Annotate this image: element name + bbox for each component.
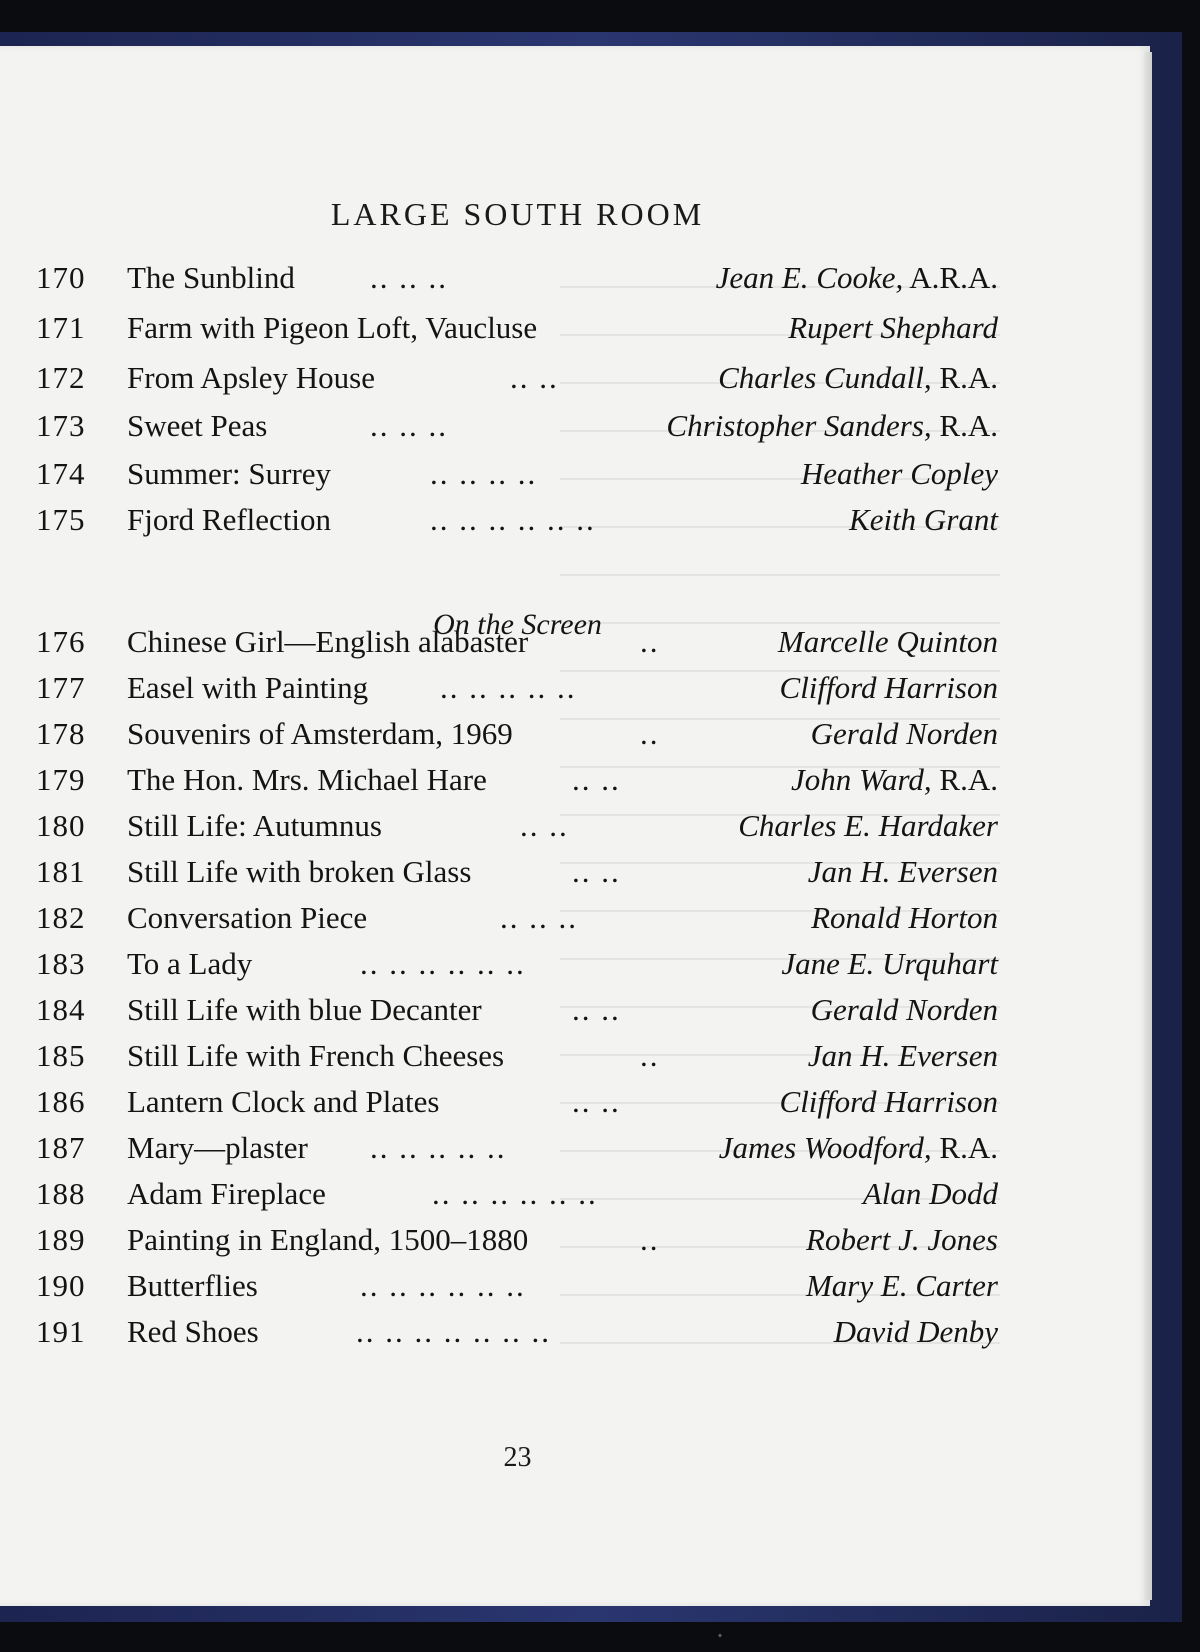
- catalogue-entry: [0, 260, 1000, 300]
- entry-number: 174: [36, 456, 86, 491]
- artist-name: Rupert Shephard: [788, 310, 998, 345]
- entry-artist: [806, 1222, 998, 1258]
- dot-leader: .. ..: [572, 762, 621, 797]
- entry-title: Fjord Reflection: [127, 502, 332, 537]
- entry-title: Conversation Piece: [127, 900, 368, 935]
- entry-number: 186: [36, 1084, 86, 1119]
- entry-number: 176: [36, 624, 86, 659]
- page-heading: LARGE SOUTH ROOM: [330, 196, 705, 232]
- artist-name: Clifford Harrison: [779, 1084, 998, 1119]
- entry-artist: [849, 502, 998, 538]
- catalogue-entry: [0, 502, 1000, 542]
- dot-leader: .. .. ..: [500, 900, 578, 935]
- catalogue-entry: [0, 808, 1000, 848]
- artist-honour: A.R.A.: [909, 260, 998, 295]
- artist-honour: R.A.: [939, 408, 998, 443]
- entry-title: Red Shoes: [127, 1314, 259, 1349]
- catalogue-entry: [0, 900, 1000, 940]
- catalogue-entry: [0, 762, 1000, 802]
- entry-title: Souvenirs of Amsterdam, 1969: [127, 716, 513, 751]
- artist-name: Charles Cundall,: [718, 360, 932, 395]
- catalogue-entry: [0, 1130, 1000, 1170]
- entry-title: Still Life with broken Glass: [127, 854, 472, 889]
- entry-artist: [811, 992, 998, 1028]
- entry-title: The Sunblind: [127, 260, 295, 295]
- entry-title: Mary—plaster: [127, 1130, 308, 1165]
- dot-leader: .. ..: [520, 808, 569, 843]
- dot-leader: .. .. .. .. .. ..: [430, 502, 596, 537]
- entry-artist: [808, 1038, 998, 1074]
- entry-artist: [738, 808, 998, 844]
- entry-title: To a Lady: [127, 946, 253, 981]
- entry-number: 191: [36, 1314, 86, 1349]
- artist-name: Marcelle Quinton: [777, 624, 998, 659]
- entry-title: Easel with Painting: [127, 670, 369, 705]
- dot-leader: .. .. .. .. ..: [440, 670, 577, 705]
- catalogue-entry: [0, 1038, 1000, 1078]
- artist-name: James Woodford,: [718, 1130, 932, 1165]
- dot-leader: .. .. .. ..: [430, 456, 538, 491]
- artist-name: Mary E. Carter: [805, 1268, 998, 1303]
- dot-leader: .. .. .. .. .. .. ..: [356, 1314, 551, 1349]
- entry-title: Painting in England, 1500–1880: [127, 1222, 529, 1257]
- dot-leader: .. .. ..: [370, 260, 448, 295]
- artist-name: Ronald Horton: [811, 900, 998, 935]
- section-subheading: On the Screen: [433, 608, 602, 641]
- entry-artist: [716, 260, 998, 296]
- entry-artist: [778, 624, 998, 660]
- entry-title: Summer: Surrey: [127, 456, 332, 491]
- artist-name: Gerald Norden: [810, 992, 998, 1027]
- entry-artist: [811, 900, 998, 936]
- entry-artist: [780, 670, 998, 706]
- entry-title: From Apsley House: [127, 360, 375, 395]
- entry-artist: [718, 360, 998, 396]
- catalogue-entry: [0, 992, 1000, 1032]
- entry-number: 175: [36, 502, 86, 537]
- dot-leader: .. .. .. .. ..: [370, 1130, 507, 1165]
- page: [0, 46, 1150, 1606]
- entry-artist: [791, 762, 998, 798]
- artist-name: Heather Copley: [800, 456, 998, 491]
- catalogue-entry: [0, 456, 1000, 496]
- catalogue-entry: [0, 854, 1000, 894]
- entry-number: 188: [36, 1176, 86, 1211]
- catalogue-entry: [0, 1314, 1000, 1354]
- artist-name: Jan H. Eversen: [807, 1038, 998, 1073]
- artist-name: Jean E. Cooke,: [715, 260, 904, 295]
- dot-leader: .. ..: [572, 854, 621, 889]
- entry-title: Still Life with blue Decanter: [127, 992, 482, 1027]
- entry-artist: [808, 854, 998, 890]
- dot-leader: ..: [640, 1038, 660, 1073]
- entry-artist: [781, 946, 998, 982]
- entry-number: 170: [36, 260, 86, 295]
- entry-artist: [780, 1084, 998, 1120]
- artist-name: Christopher Sanders,: [666, 408, 932, 443]
- entry-title: Butterflies: [127, 1268, 258, 1303]
- entry-number: 185: [36, 1038, 86, 1073]
- dot-leader: .. ..: [572, 1084, 621, 1119]
- dot-leader: ..: [640, 1222, 660, 1257]
- dot-leader: .. ..: [510, 360, 559, 395]
- entry-number: 171: [36, 310, 86, 345]
- entry-artist: [863, 1176, 998, 1212]
- artist-honour: R.A.: [939, 1130, 998, 1165]
- catalogue-entry: [0, 716, 1000, 756]
- page-edge: [1144, 52, 1152, 1600]
- entry-title: Still Life: Autumnus: [127, 808, 382, 843]
- artist-name: Alan Dodd: [862, 1176, 998, 1211]
- entry-artist: [719, 1130, 998, 1166]
- catalogue-entry: [0, 670, 1000, 710]
- entry-number: 182: [36, 900, 86, 935]
- artist-honour: R.A.: [939, 762, 998, 797]
- dot-leader: .. ..: [572, 992, 621, 1027]
- entry-number: 181: [36, 854, 86, 889]
- catalogue-entry: [0, 1268, 1000, 1308]
- entry-artist: [788, 310, 998, 346]
- dot-leader: .. .. .. .. .. ..: [360, 1268, 526, 1303]
- entry-title: Lantern Clock and Plates: [127, 1084, 440, 1119]
- catalogue-entry: [0, 1176, 1000, 1216]
- entry-title: Sweet Peas: [127, 408, 268, 443]
- dot-leader: .. .. .. .. .. ..: [432, 1176, 598, 1211]
- entry-title: The Hon. Mrs. Michael Hare: [127, 762, 487, 797]
- catalogue-entry: [0, 360, 1000, 400]
- entry-number: 180: [36, 808, 86, 843]
- artist-name: David Denby: [833, 1314, 998, 1349]
- artist-honour: R.A.: [939, 360, 998, 395]
- entry-artist: [801, 456, 998, 492]
- catalogue-entry: [0, 1222, 1000, 1262]
- entry-title: Still Life with French Cheeses: [127, 1038, 505, 1073]
- artist-name: Robert J. Jones: [806, 1222, 998, 1257]
- artist-name: John Ward,: [791, 762, 932, 797]
- entry-number: 190: [36, 1268, 86, 1303]
- dot-leader: ..: [640, 624, 660, 659]
- entry-number: 179: [36, 762, 86, 797]
- artist-name: Jane E. Urquhart: [781, 946, 998, 981]
- entry-number: 177: [36, 670, 86, 705]
- artist-name: Clifford Harrison: [779, 670, 998, 705]
- artist-name: Charles E. Hardaker: [738, 808, 998, 843]
- entry-artist: [811, 716, 998, 752]
- entry-number: 184: [36, 992, 86, 1027]
- entry-title: Chinese Girl—English alabaster: [127, 624, 529, 659]
- catalogue-entry: [0, 408, 1000, 448]
- dot-leader: .. .. ..: [370, 408, 448, 443]
- artist-name: Gerald Norden: [810, 716, 998, 751]
- entry-number: 173: [36, 408, 86, 443]
- entry-number: 189: [36, 1222, 86, 1257]
- entry-artist: [834, 1314, 998, 1350]
- dot-leader: .. .. .. .. .. ..: [360, 946, 526, 981]
- entry-number: 183: [36, 946, 86, 981]
- catalogue-entry: [0, 624, 1000, 664]
- catalogue-entry: [0, 946, 1000, 986]
- catalogue-entry: [0, 1084, 1000, 1124]
- catalogue-entry: [0, 310, 1000, 350]
- artist-name: Jan H. Eversen: [807, 854, 998, 889]
- entry-number: 187: [36, 1130, 86, 1165]
- entry-title: Adam Fireplace: [127, 1176, 326, 1211]
- dot-leader: ..: [640, 716, 660, 751]
- entry-title: Farm with Pigeon Loft, Vaucluse: [127, 310, 538, 345]
- entry-artist: [806, 1268, 998, 1304]
- artist-name: Keith Grant: [849, 502, 998, 537]
- entry-number: 178: [36, 716, 86, 751]
- entry-artist: [666, 408, 998, 444]
- page-number: 23: [503, 1442, 532, 1473]
- entry-number: 172: [36, 360, 86, 395]
